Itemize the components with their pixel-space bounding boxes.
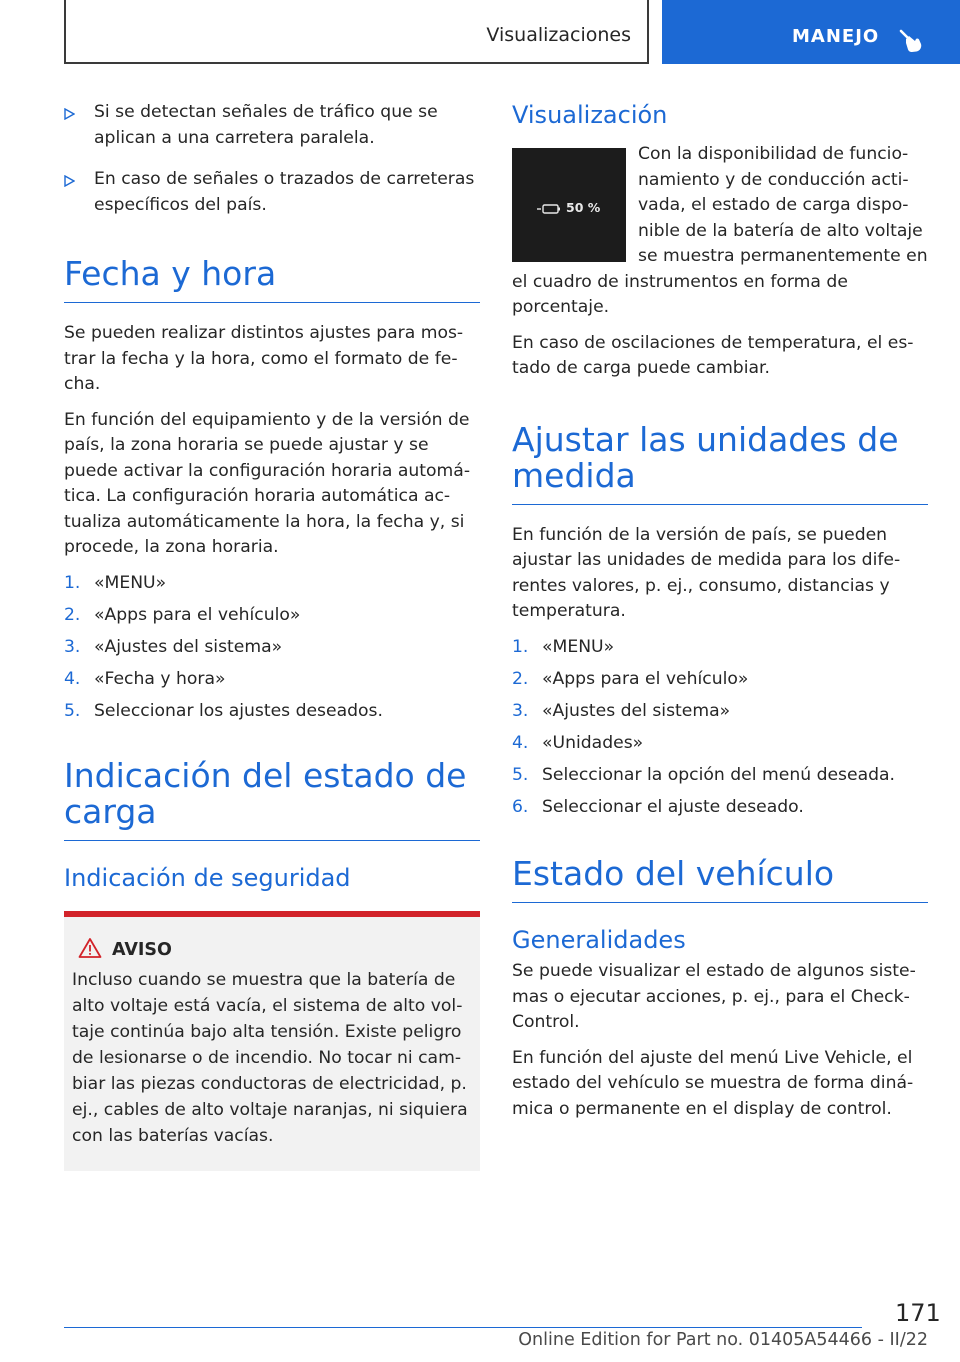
section-title: Visualizaciones — [486, 24, 631, 46]
subheading-generalidades: Generalidades — [512, 926, 686, 954]
warning-title-text: AVISO — [112, 940, 172, 960]
step-number: 4. — [512, 732, 529, 753]
step-number: 2. — [512, 668, 529, 689]
list-item — [64, 167, 480, 218]
triangle-bullet-icon — [64, 175, 75, 187]
step-number: 2. — [64, 604, 81, 625]
step-item — [64, 699, 480, 725]
paragraph: Con la disponibilidad de funcionamiento y de conducción activada, el estado de carga disponible de la batería de alto voltaje se muestra permanentemente en el cuadro de instrumentos en forma de porcentaje. — [512, 144, 928, 317]
step-item — [512, 699, 928, 725]
step-item — [64, 571, 480, 597]
step-item — [512, 635, 928, 661]
left-column — [64, 100, 480, 1171]
step-item — [512, 763, 928, 789]
header-section-box — [64, 0, 649, 64]
step-number: 4. — [64, 668, 81, 689]
heading-estado-vehiculo: Estado del vehículo — [512, 856, 928, 903]
triangle-bullet-icon — [64, 108, 75, 120]
step-number: 1. — [512, 636, 529, 657]
step-text: Seleccionar la opción del menú deseada. — [542, 764, 896, 785]
step-text: «Apps para el vehículo» — [542, 668, 749, 689]
bullet-text: Si se detectan señales de tráfico que se aplican a una carretera paralela. — [94, 102, 438, 148]
paragraph: Se pueden realizar distintos ajustes para mostrar la fecha y la hora, como el formato de fecha. — [64, 323, 464, 394]
step-text: «Ajustes del sistema» — [94, 636, 283, 657]
paragraph: Se puede visualizar el estado de algunos sistemas o ejecutar acciones, p. ej., para el Check-Control. — [512, 961, 916, 1032]
heading-estado-carga: Indicación del estado de carga — [64, 758, 480, 841]
step-number: 3. — [64, 636, 81, 657]
step-item — [512, 667, 928, 693]
heading-fecha-hora: Fecha y hora — [64, 256, 480, 303]
hand-pointer-icon — [898, 28, 924, 54]
subheading-seguridad: Indicación de seguridad — [64, 864, 351, 892]
warning-text: Incluso cuando se muestra que la batería de alto voltaje está vacía, el sistema de alto voltaje continúa bajo alta tensión. Existe peligro de lesionarse o de incendio. No tocar ni cambiar las piezas conductoras de electricidad, p. ej., cables de alto voltaje naranjas, ni siquiera con las baterías vacías. — [72, 970, 468, 1146]
step-item — [64, 635, 480, 661]
step-text: «MENU» — [94, 572, 167, 593]
step-item — [64, 603, 480, 629]
step-number: 1. — [64, 572, 81, 593]
step-number: 5. — [64, 700, 81, 721]
step-item — [64, 667, 480, 693]
chapter-tab[interactable] — [662, 0, 960, 64]
step-text: «Apps para el vehículo» — [94, 604, 301, 625]
warning-triangle-icon — [78, 937, 102, 959]
paragraph: En caso de oscilaciones de temperatura, el estado de carga puede cambiar. — [512, 332, 914, 378]
right-column — [512, 100, 928, 1132]
step-text: Seleccionar los ajustes deseados. — [94, 700, 383, 721]
footer-divider — [64, 1327, 862, 1328]
steps-list-unidades — [512, 635, 928, 821]
footer-edition: Online Edition for Part no. 01405A54466 - II/22 — [518, 1330, 928, 1350]
step-text: Seleccionar el ajuste deseado. — [542, 796, 804, 817]
warning-box — [64, 911, 480, 1171]
step-item — [512, 795, 928, 821]
paragraph: En función del ajuste del menú Live Vehicle, el estado del vehículo se muestra de forma dinámica o permanente en el display de control. — [512, 1047, 914, 1119]
list-item — [64, 100, 480, 151]
step-number: 5. — [512, 764, 529, 785]
step-number: 6. — [512, 796, 529, 817]
step-text: «MENU» — [542, 636, 615, 657]
step-number: 3. — [512, 700, 529, 721]
subheading-visualizacion: Visualización — [512, 101, 668, 129]
paragraph: En función de la versión de país, se pueden ajustar las unidades de medida para los diferentes valores, p. ej., consumo, distancias y temperatura. — [512, 524, 901, 621]
step-text: «Ajustes del sistema» — [542, 700, 731, 721]
step-item — [512, 731, 928, 757]
step-text: «Unidades» — [542, 732, 644, 753]
page-number: 171 — [895, 1299, 941, 1327]
instrument-cluster-image — [512, 148, 626, 262]
charge-percentage: 50 % — [566, 200, 601, 215]
step-text: «Fecha y hora» — [94, 668, 226, 689]
battery-plug-icon — [536, 203, 562, 215]
bullet-text: En caso de señales o trazados de carreteras específicos del país. — [94, 169, 475, 215]
chapter-tab-label: MANEJO — [792, 26, 880, 47]
heading-unidades: Ajustar las unidades de medida — [512, 422, 928, 505]
warning-title — [72, 939, 470, 961]
charge-display — [536, 200, 600, 215]
paragraph: En función del equipamiento y de la versión de país, la zona horaria se puede ajustar y se puede activar la configuración horaria automática. La configuración horaria automática actualiza automáticamente la hora, la fecha y, si procede, la zona horaria. — [64, 409, 471, 557]
steps-list-fecha — [64, 571, 480, 725]
